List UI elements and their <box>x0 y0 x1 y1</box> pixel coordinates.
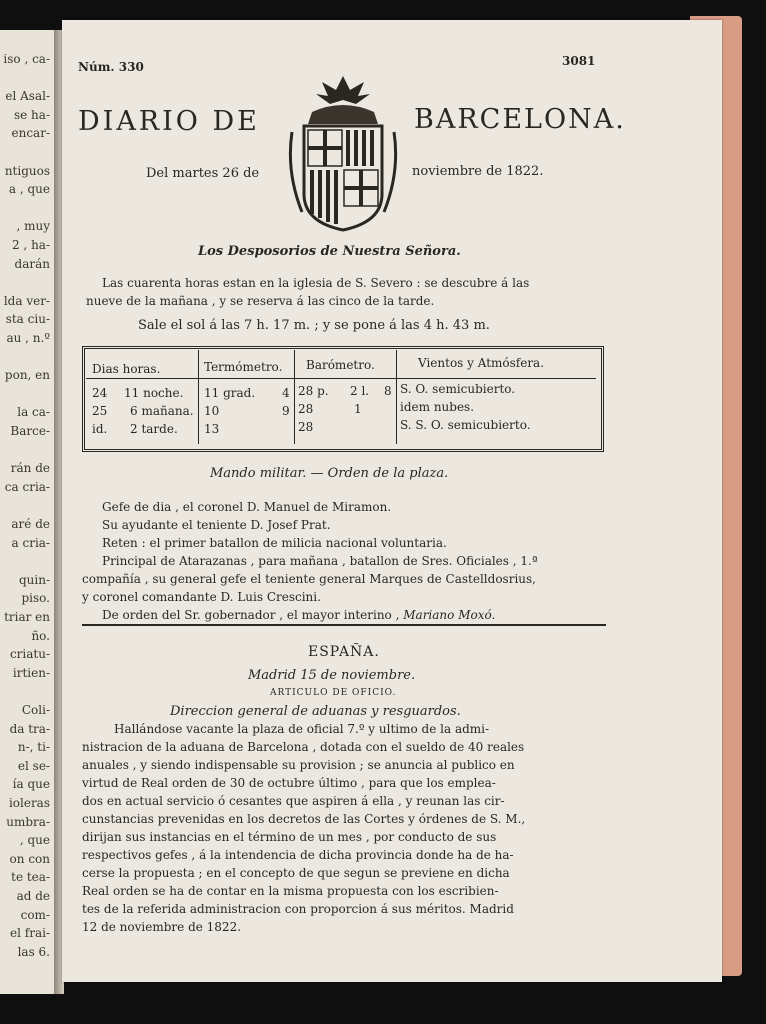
masthead-left: DIARIO DE <box>78 106 260 137</box>
left-page-line: a cria- <box>11 535 50 550</box>
body-line: respectivos gefes , á la intendencia de dicha provincia donde ha de ha- <box>82 848 514 862</box>
table-divider <box>294 350 295 444</box>
table-cell: 28 <box>298 420 314 434</box>
page-number: 3081 <box>562 54 596 68</box>
left-page-line: ad de <box>16 889 50 903</box>
left-page-line: piso. <box>21 591 50 606</box>
body-line: Hallándose vacante la plaza de oficial 7.º y ultimo de la admi- <box>114 722 490 736</box>
newspaper-page <box>62 20 722 982</box>
left-page-line: ntiguos <box>4 163 50 178</box>
table-cell: 24 <box>92 386 108 400</box>
body-line: 12 de noviembre de 1822. <box>82 920 242 934</box>
table-cell: S. O. semicubierto. <box>400 382 516 396</box>
table-divider <box>396 350 397 444</box>
left-page-line: ioleras <box>8 796 50 810</box>
table-header-rule <box>86 378 596 379</box>
left-page-line: 2 , ha- <box>11 238 50 252</box>
left-page-line: umbra- <box>6 814 50 829</box>
table-cell: 28 <box>298 402 314 416</box>
date-right: noviembre de 1822. <box>412 164 544 179</box>
table-cell: idem nubes. <box>400 400 475 414</box>
table-cell: 11 noche. <box>124 386 184 400</box>
left-page-line: , muy <box>16 219 50 234</box>
body-line: dirijan sus instancias en el término de un mes , por conducto de sus <box>82 830 497 844</box>
date-left: Del martes 26 de <box>146 166 260 181</box>
left-page-line: el se- <box>17 758 50 773</box>
left-page-line: n-, ti- <box>17 740 50 755</box>
table-cell: 10 <box>204 404 220 418</box>
left-page-line: el Asal- <box>5 89 50 104</box>
left-page-line: el frai- <box>10 926 50 941</box>
left-page-line: pon, en <box>4 368 50 383</box>
left-page-line: ño. <box>31 628 50 643</box>
table-cell: 13 <box>204 422 220 436</box>
department-heading: Direccion general de aduanas y resguardos. <box>170 704 461 719</box>
section-rule <box>82 624 606 626</box>
body-line: tes de la referida administracion con proporcion á sus méritos. Madrid <box>82 902 514 916</box>
masthead-right: BARCELONA. <box>414 104 626 135</box>
dateline: Madrid 15 de noviembre. <box>248 668 416 683</box>
left-page-line: triar en <box>4 610 50 624</box>
left-page <box>0 30 56 994</box>
left-page-line: ca cria- <box>4 479 50 494</box>
table-cell: 6 mañana. <box>130 404 194 418</box>
left-page-line: rán de <box>10 461 50 476</box>
left-page-line: da tra- <box>9 721 50 736</box>
table-cell: 25 <box>92 404 108 418</box>
left-page-line: lda ver- <box>3 293 50 308</box>
left-page-line: quin- <box>18 572 50 587</box>
military-line: Gefe de dia , el coronel D. Manuel de Miramon. <box>102 500 392 514</box>
left-page-line: sta ciu- <box>5 312 50 327</box>
article-subheading: ARTICULO DE OFICIO. <box>270 688 397 698</box>
table-cell: 1 <box>354 402 362 416</box>
body-line: virtud de Real orden de 30 de octubre último , para que los emplea- <box>82 776 496 790</box>
body-line: nistracion de la aduana de Barcelona , dotada con el sueldo de 40 reales <box>82 740 525 754</box>
military-line: Su ayudante el teniente D. Josef Prat. <box>102 518 331 532</box>
issue-number: Núm. 330 <box>78 60 144 74</box>
table-header: Dias horas. <box>92 362 161 376</box>
table-cell: S. S. O. semicubierto. <box>400 418 531 432</box>
left-page-line: la ca- <box>17 405 50 420</box>
military-line: compañía , su general gefe el teniente general Marques de Castelldosrius, <box>82 572 536 586</box>
signature-prefix: De orden del Sr. gobernador , el mayor interino , <box>102 608 400 622</box>
military-line: Reten : el primer batallon de milicia nacional voluntaria. <box>102 536 447 550</box>
military-heading: Mando militar. — Orden de la plaza. <box>210 466 449 481</box>
left-page-line: encar- <box>11 126 50 141</box>
forty-hours-line-2: nueve de la mañana , y se reserva á las cinco de la tarde. <box>86 294 435 308</box>
military-line: Principal de Atarazanas , para mañana , batallon de Sres. Oficiales , 1.ª <box>102 554 538 568</box>
left-page-line: ía que <box>12 777 50 792</box>
body-line: cerse la propuesta ; en el concepto de que segun se previene en dicha <box>82 866 510 880</box>
left-page-line: Coli- <box>21 703 50 717</box>
left-page-line: irtien- <box>12 665 50 680</box>
body-line: cunstancias prevenidas en los decretos de las Cortes y órdenes de S. M., <box>82 812 526 826</box>
left-page-line: on con <box>9 851 50 866</box>
table-cell: 2 tarde. <box>130 422 178 436</box>
left-page-line: com- <box>20 907 50 922</box>
table-divider <box>198 350 199 444</box>
left-page-line: aré de <box>11 517 50 531</box>
left-page-line: a , que <box>8 182 50 197</box>
left-page-line: criatu- <box>9 647 50 662</box>
body-line: dos en actual servicio ó cesantes que aspiren á ella , y reunan las cir- <box>82 794 505 808</box>
table-header: Vientos y Atmósfera. <box>418 356 545 370</box>
table-cell: 9 <box>282 404 290 418</box>
coat-of-arms-emblem <box>282 72 404 234</box>
section-heading-spain: ESPAÑA. <box>308 644 380 660</box>
left-page-line: darán <box>14 256 50 271</box>
left-page-line: Barce- <box>10 424 50 438</box>
table-cell: 8 <box>384 384 392 398</box>
body-line: Real orden se ha de contar en la misma propuesta con los escribien- <box>82 884 499 898</box>
table-header: Termómetro. <box>204 360 283 374</box>
table-header: Barómetro. <box>306 358 375 372</box>
left-page-line: te tea- <box>11 870 50 885</box>
forty-hours-line-1: Las cuarenta horas estan en la iglesia de S. Severo : se descubre á las <box>102 276 530 290</box>
left-page-line: las 6. <box>17 944 50 959</box>
sunrise-sunset: Sale el sol á las 7 h. 17 m. ; y se pone á las 4 h. 43 m. <box>138 318 490 333</box>
military-line: y coronel comandante D. Luis Crescini. <box>82 590 321 604</box>
left-page-line: iso , ca- <box>3 52 50 66</box>
feast-of-day: Los Desposorios de Nuestra Señora. <box>198 244 461 259</box>
signature-name: Mariano Moxó. <box>403 608 496 622</box>
left-page-line: , que <box>19 833 50 848</box>
table-cell: 11 grad. <box>204 386 256 400</box>
left-page-line: au , n.º <box>6 331 50 345</box>
table-cell: 28 p. <box>298 384 329 398</box>
table-cell: id. <box>92 422 108 436</box>
table-cell: 4 <box>282 386 290 400</box>
table-cell: 2 l. <box>350 384 370 398</box>
military-signature <box>102 608 495 622</box>
left-page-line: se ha- <box>13 107 50 122</box>
body-line: anuales , y siendo indispensable su provision ; se anuncia al publico en <box>82 758 515 772</box>
